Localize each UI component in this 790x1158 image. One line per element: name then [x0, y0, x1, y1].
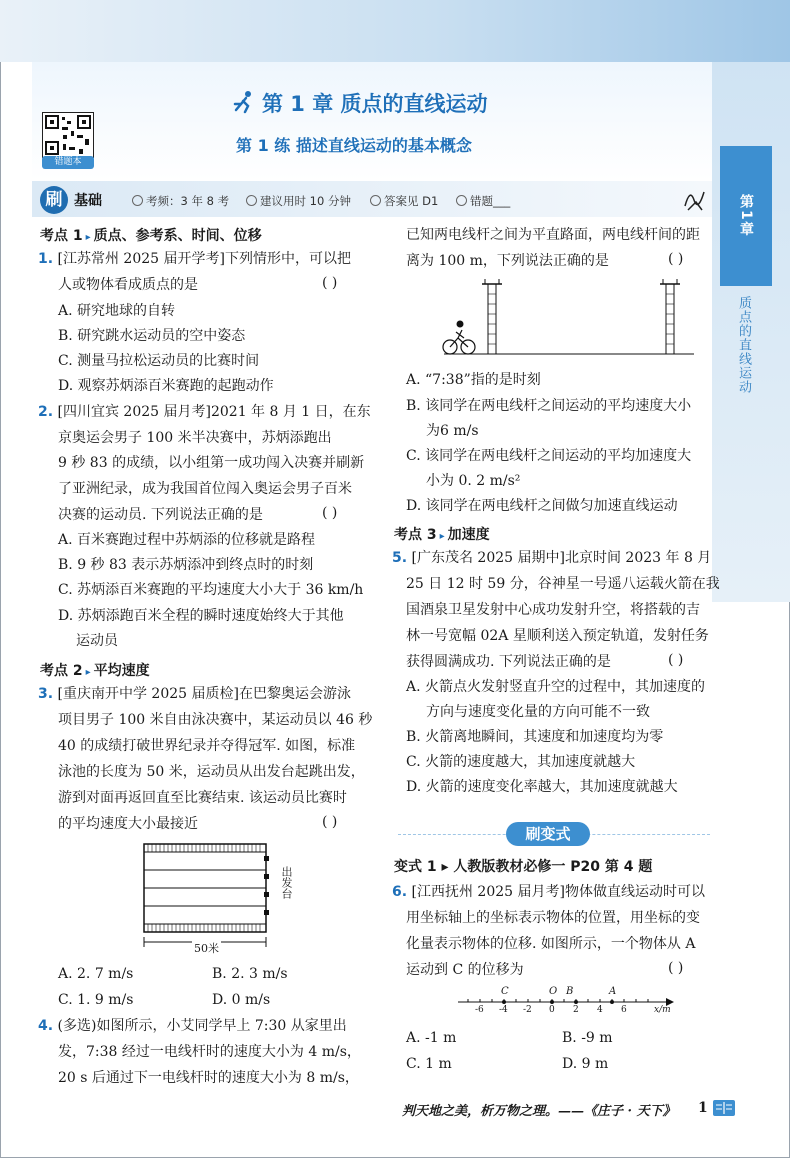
q2-option-a[interactable]: A. 百米赛跑过程中苏炳添的位移就是路程 — [58, 532, 316, 548]
q3-answer-blank[interactable]: ( ) — [322, 814, 338, 830]
time-hint: 建议用时 10 分钟 — [246, 193, 351, 209]
side-tab-title: 质点的直线运动 — [736, 296, 751, 394]
exam-freq: 考频：3 年 8 考 — [132, 193, 229, 209]
keypoint-3: 考点 3 ▸ 加速度 — [394, 527, 490, 543]
pool-length-label: 50米 — [194, 942, 219, 955]
q2-line-1: 2. [四川宜宾 2025 届月考]2021 年 8 月 1 日，在东 — [38, 404, 371, 420]
q6-line-4: 运动到 C 的位移为 — [406, 962, 524, 978]
q4-line-3: 20 s 后通过下一电线杆时的速度大小为 8 m/s， — [58, 1070, 359, 1086]
q5-line-4: 林一号宽幅 02A 星顺利送入预定轨道，发射任务 — [406, 628, 709, 644]
note-icon — [456, 195, 467, 206]
clock-icon — [132, 195, 143, 206]
q4-answer-blank[interactable]: ( ) — [668, 251, 684, 267]
q2-line-3: 9 秒 83 的成绩，以小组第一成功闯入决赛并刷新 — [58, 455, 365, 471]
axis-tick-label: 0 — [549, 1005, 555, 1015]
axis-tick-label: -6 — [475, 1005, 484, 1015]
q3-line-1: 3. [重庆南开中学 2025 届质检]在巴黎奥运会游泳 — [38, 686, 351, 702]
q3-line-2: 项目男子 100 米自由泳决赛中，某运动员以 46 秒 — [58, 712, 373, 728]
q3-line-4: 泳池的长度为 50 米，运动员从出发台起跳出发， — [58, 764, 365, 780]
q4-line-1: 4. (多选)如图所示，小艾同学早上 7:30 从家里出 — [38, 1018, 347, 1034]
q6-line-3: 化量表示物体的位移. 如图所示，一个物体从 A — [406, 936, 696, 952]
q2-option-c[interactable]: C. 苏炳添百米赛跑的平均速度大小大于 36 km/h — [58, 582, 364, 598]
q3-option-b[interactable]: B. 2. 3 m/s — [212, 966, 288, 982]
poles-diagram — [436, 272, 696, 362]
footer-quote: 判天地之美，析万物之理。——《庄子 · 天下》 — [402, 1104, 676, 1119]
q5-line-5: 获得圆满成功. 下列说法正确的是 — [406, 654, 611, 670]
q2-answer-blank[interactable]: ( ) — [322, 505, 338, 521]
q5-answer-blank[interactable]: ( ) — [668, 652, 684, 668]
q5-option-c[interactable]: C. 火箭的速度越大，其加速度就越大 — [406, 754, 636, 770]
q4-option-a[interactable]: A. “7:38”指的是时刻 — [406, 372, 541, 388]
side-tab[interactable] — [712, 62, 790, 602]
lesson-title: 第 1 练 描述直线运动的基本概念 — [236, 136, 472, 155]
axis-tick-label: 4 — [597, 1005, 603, 1015]
pool-start-label: 出发台 — [280, 866, 293, 899]
timer-icon — [246, 195, 257, 206]
axis-tick-label: 6 — [621, 1005, 627, 1015]
axis-tick-label: -2 — [523, 1005, 532, 1015]
top-band — [0, 0, 790, 62]
q3-option-d[interactable]: D. 0 m/s — [212, 992, 271, 1008]
q2-option-d-cont: 运动员 — [76, 633, 118, 649]
qr-label: 错题本 — [42, 156, 94, 169]
q1-option-a[interactable]: A. 研究地球的自转 — [58, 303, 176, 319]
q1-answer-blank[interactable]: ( ) — [322, 275, 338, 291]
axis-point-o: O — [549, 986, 558, 997]
q5-line-1: 5. [广东茂名 2025 届期中]北京时间 2023 年 8 月 — [392, 550, 712, 566]
brush-badge: 刷 — [40, 186, 68, 214]
q3-option-a[interactable]: A. 2. 7 m/s — [58, 966, 134, 982]
pool-diagram — [138, 842, 298, 954]
axis-tick-label: 2 — [573, 1005, 579, 1015]
axis-point-a: A — [609, 986, 617, 997]
section-label: 基础 — [74, 193, 102, 209]
runner-icon — [230, 90, 258, 114]
q3-line-3: 40 的成绩打破世界纪录并夺得冠军. 如图，标准 — [58, 738, 356, 754]
q5-option-a[interactable]: A. 火箭点火发射竖直升空的过程中，其加速度的 — [406, 679, 706, 695]
q2-line-5: 决赛的运动员. 下列说法正确的是 — [58, 507, 263, 523]
header-panel — [32, 62, 712, 180]
q4-line-2: 发，7:38 经过一电线杆时的速度大小为 4 m/s， — [58, 1044, 361, 1060]
q6-line-1: 6. [江西抚州 2025 届月考]物体做直线运动时可以 — [392, 884, 705, 900]
q6-option-c[interactable]: C. 1 m — [406, 1056, 452, 1072]
axis-figure — [456, 986, 688, 1020]
q4-option-d[interactable]: D. 该同学在两电线杆之间做匀加速直线运动 — [406, 498, 678, 514]
q3-line-5: 游到对面再返回直至比赛结束. 该运动员比赛时 — [58, 790, 347, 806]
q2-option-d[interactable]: D. 苏炳添跑百米全程的瞬时速度始终大于其他 — [58, 608, 344, 624]
variant-title: 变式 1 ▸ 人教版教材必修一 P20 第 4 题 — [394, 859, 653, 875]
page-number: 1 — [698, 1100, 708, 1116]
q5-option-d[interactable]: D. 火箭的速度变化率越大，其加速度就越大 — [406, 779, 678, 795]
q4-option-b[interactable]: B. 该同学在两电线杆之间运动的平均速度大小 — [406, 398, 692, 414]
q6-option-b[interactable]: B. -9 m — [562, 1030, 613, 1046]
book-icon — [712, 1099, 736, 1117]
qr-code-icon[interactable] — [42, 112, 94, 158]
q6-answer-blank[interactable]: ( ) — [668, 960, 684, 976]
mistakes-field[interactable]: 错题___ — [456, 193, 510, 209]
q4-option-c-cont: 小为 0. 2 m/s² — [426, 473, 521, 489]
axis-unit-label: x/m — [654, 1005, 671, 1015]
q1-option-b[interactable]: B. 研究跳水运动员的空中姿态 — [58, 328, 246, 344]
q6-line-2: 用坐标轴上的坐标表示物体的位置，用坐标的变 — [406, 910, 700, 926]
axis-point-c: C — [501, 986, 509, 997]
q1-option-c[interactable]: C. 测量马拉松运动员的比赛时间 — [58, 353, 260, 369]
keypoint-1: 考点 1 ▸ 质点、参考系、时间、位移 — [40, 228, 262, 244]
q1-line-1: 1. [江苏常州 2025 届开学考]下列情形中，可以把 — [38, 251, 351, 267]
q2-line-4: 了亚洲纪录，成为我国首位闯入奥运会男子百米 — [58, 481, 352, 497]
q5-option-b[interactable]: B. 火箭离地瞬间，其速度和加速度均为零 — [406, 729, 664, 745]
q6-option-d[interactable]: D. 9 m — [562, 1056, 609, 1072]
q4-cont-line-1: 已知两电线杆之间为平直路面，两电线杆间的距 — [406, 227, 700, 243]
axis-tick-label: -4 — [499, 1005, 508, 1015]
book-ref-icon — [370, 195, 381, 206]
scribble-decoration-icon — [682, 186, 708, 212]
q3-option-c[interactable]: C. 1. 9 m/s — [58, 992, 134, 1008]
q2-line-2: 京奥运会男子 100 米半决赛中，苏炳添跑出 — [58, 430, 332, 446]
q5-line-2: 25 日 12 时 59 分，谷神星一号遥八运载火箭在我 — [406, 576, 720, 592]
variant-badge: 刷变式 — [506, 822, 590, 846]
keypoint-2: 考点 2 ▸ 平均速度 — [40, 663, 150, 679]
q6-option-a[interactable]: A. -1 m — [406, 1030, 457, 1046]
side-tab-chapter: 第1章 — [720, 146, 772, 286]
pool-figure — [138, 842, 298, 954]
q5-option-a-cont: 方向与速度变化量的方向可能不一致 — [426, 704, 650, 720]
q4-option-b-cont: 为6 m/s — [426, 423, 479, 439]
q3-line-6: 的平均速度大小最接近 — [58, 816, 198, 832]
answer-ref[interactable]: 答案见 D1 — [370, 193, 438, 209]
q4-option-c[interactable]: C. 该同学在两电线杆之间运动的平均加速度大 — [406, 448, 692, 464]
q1-line-2: 人或物体看成质点的是 — [58, 277, 198, 293]
chapter-title: 第 1 章 质点的直线运动 — [262, 92, 488, 116]
pole-figure — [436, 272, 696, 362]
q5-line-3: 国酒泉卫星发射中心成功发射升空，将搭载的吉 — [406, 602, 700, 618]
q4-cont-line-2: 离为 100 m，下列说法正确的是 — [406, 253, 609, 269]
q1-option-d[interactable]: D. 观察苏炳添百米赛跑的起跑动作 — [58, 378, 274, 394]
axis-point-b: B — [566, 986, 574, 997]
q2-option-b[interactable]: B. 9 秒 83 表示苏炳添冲到终点时的时刻 — [58, 557, 314, 573]
